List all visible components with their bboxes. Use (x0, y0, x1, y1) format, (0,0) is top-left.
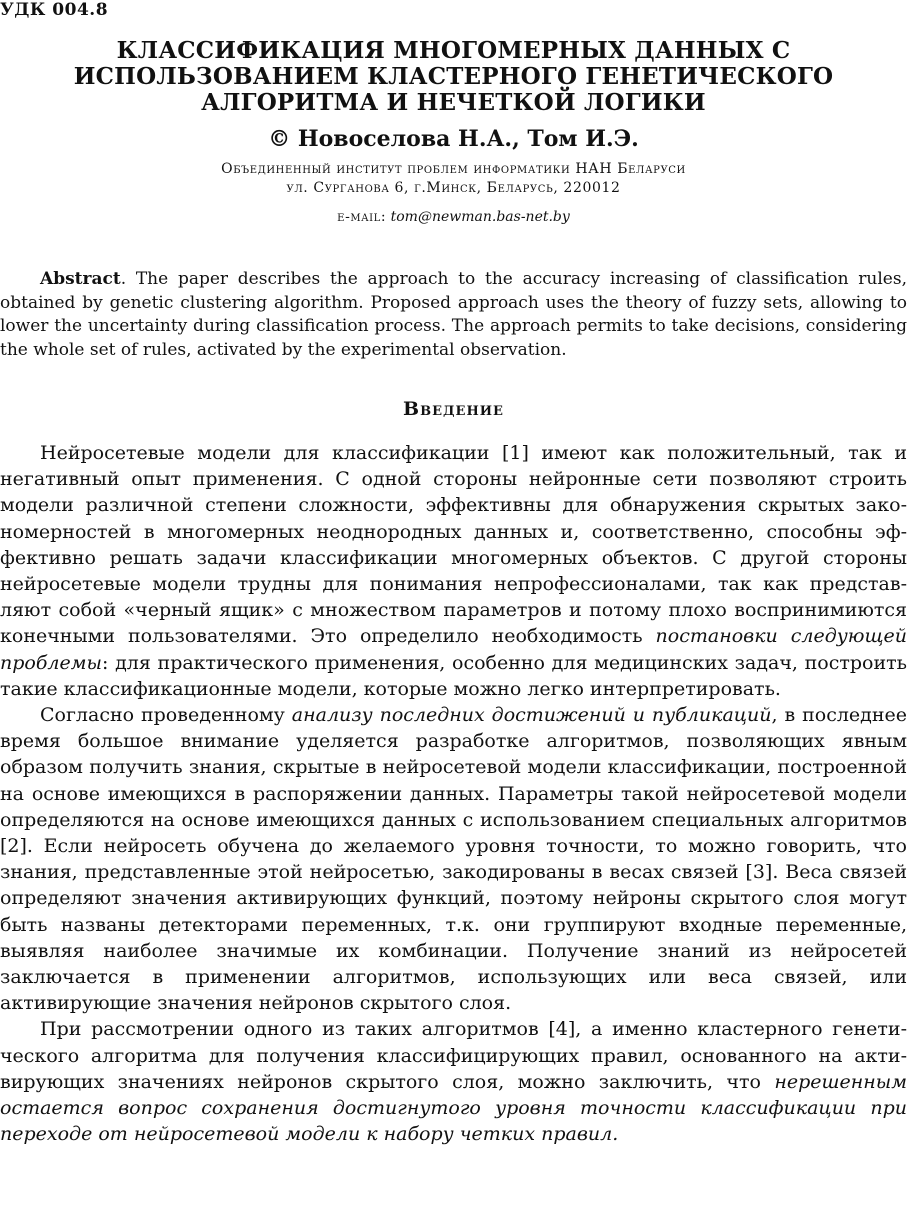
udc-code: УДК 004.8 (0, 0, 109, 20)
body-text (0, 440, 907, 1147)
affiliation-line-1: Объединенный институт проблем информатики НАН Беларуси (221, 161, 686, 177)
paragraph-1-text-a: Нейросетевые модели для классификации [1] имеют как положительный, так и негативный опыт применения. С одной стороны нейронные сети позволяют строить модели различной степени сложности, эффективны для обнаружения скрытых закономерностей в многомерных неоднородных данных и, соответственно, способны эффективно решать задачи классификации многомерных объектов. С другой стороны нейросетевые модели трудны для понимания непрофессионалами, так как представляют собой «черный ящик» с множеством параметров и потому плохо воспринимиются конечными пользователями. Это определило необходимость (0, 442, 907, 648)
paragraph-3-text-a: При рассмотрении одного из таких алгоритмов [4], а именно кластерного генетического алгоритма для получения классифицирующих правил, основанного на активирующих значениях нейронов скрытого слоя, можно заключить, что (0, 1018, 907, 1093)
paragraph-2-emphasis: анализу последних достижений и публикаций (291, 704, 772, 727)
paragraph-1 (0, 440, 907, 702)
paragraph-1-text-b: : для практического применения, особенно для медицинских задач, построить такие классификационные модели, которые можно легко интерпретировать. (0, 651, 907, 700)
affiliation-line-2: ул. Сурганова 6, г.Минск, Беларусь, 220012 (286, 180, 621, 196)
abstract-label: Abstract (40, 269, 121, 289)
abstract-text: . The paper describes the approach to the accuracy increasing of classification rules, obtained by genetic clustering algorithm. Proposed approach uses the theory of fuzzy sets, allowing to lower the uncertainty during classification process. The approach permits to take decisions, considering the whole set of rules, activated by the experimental observation. (0, 269, 907, 360)
paragraph-3-emphasis: нерешенным остается вопрос сохранения достигнутого уровня точности классификации при переходе от нейросетевой модели к набору четких правил. (0, 1070, 907, 1146)
title-line-3: АЛГОРИТМА И НЕЧЕТКОЙ ЛОГИКИ (201, 89, 706, 116)
title-line-2: ИСПОЛЬЗОВАНИЕМ КЛАСТЕРНОГО ГЕНЕТИЧЕСКОГО (73, 63, 834, 90)
section-heading: Введение (403, 398, 504, 420)
authors: © Новоселова Н.А., Том И.Э. (268, 126, 639, 152)
abstract (0, 268, 907, 362)
paragraph-1-emphasis: постановки следующей проблемы (0, 625, 907, 674)
email-address: tom@newman.bas-net.by (390, 209, 570, 225)
title-line-1: КЛАССИФИКАЦИЯ МНОГОМЕРНЫХ ДАННЫХ С (116, 37, 791, 64)
email-line (0, 209, 907, 225)
email-label: e-mail: (337, 209, 387, 225)
paragraph-2 (0, 702, 907, 1016)
paragraph-2-text-a: Согласно проведенному (40, 704, 292, 727)
paragraph-2-text-b: , в последнее время большое внимание уделяется разработке алгоритмов, позволяющих явным образом получить знания, скрытые в нейросетевой модели классификации, построенной на основе имеющихся в распоряжении данных. Параметры такой нейросетевой модели определяются на основе имеющихся данных с использованием специальных алгоритмов [2]. Если нейросеть обучена до желаемого уровня точности, то можно говорить, что знания, представленные этой нейросетью, закодированы в весах связей [3]. Веса связей определяют значения активирующих функций, поэтому нейроны скрытого слоя могут быть названы детекторами переменных, т.к. они группируют входные переменные, выявляя наиболее значимые их комбинации. Получение знаний из нейросетей заключается в применении алгоритмов, использующих или веса связей, или активирующие значения нейронов скрытого слоя. (0, 704, 907, 1015)
paper-title (0, 38, 907, 116)
paragraph-3 (0, 1016, 907, 1147)
